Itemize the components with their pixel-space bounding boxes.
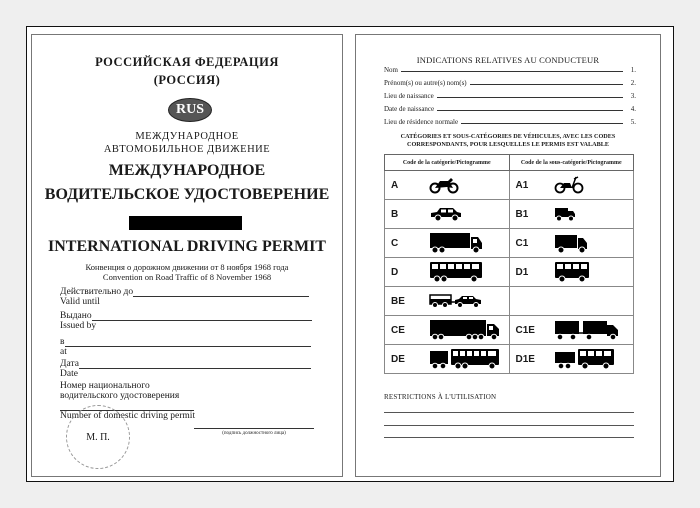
issued-at-field[interactable]: в at [60,337,312,357]
car-with-trailer-icon [429,292,483,310]
title-en: INTERNATIONAL DRIVING PERMIT [48,238,326,255]
table-row: CE C1E [385,316,634,345]
table-row: DE D1E [385,345,634,374]
vehicle-categories-table [384,154,634,374]
articulated-truck-icon [429,319,501,341]
restrictions-heading: RESTRICTIONS À L'UTILISATION [384,393,497,401]
categories-title: CATÉGORIES ET SOUS-CATÉGORIES DE VÉHICULES, AVEC LES CODES CORRESPONDANTS, POUR LESQUELLES LE PERMIS EST VALABLE [400,133,616,148]
subtitle-line2: АВТОМОБИЛЬНОЕ ДВИЖЕНИЕ [103,144,271,155]
empty-cell [509,287,634,316]
birthdate-field[interactable]: Date de naissance 4. [384,105,636,113]
light-truck-with-trailer-icon [554,319,620,341]
bus-icon [429,261,483,283]
table-row: BE [385,287,634,316]
redacted-block [129,216,242,230]
restrictions-line-3[interactable] [384,437,634,438]
truck-icon [429,232,483,254]
given-names-field[interactable]: Prénom(s) ou autre(s) nom(s) 2. [384,79,636,87]
signature-line[interactable] [194,428,314,429]
residence-field[interactable]: Lieu de résidence normale 5. [384,118,636,126]
title-ru-line2: ВОДИТЕЛЬСКОЕ УДОСТОВЕРЕНИЕ [44,186,330,203]
convention-en: Convention on Road Traffic of 8 November 1968 [102,272,272,282]
table-row: B B1 [385,200,634,229]
valid-until-field[interactable]: Действительно до Valid until [60,287,312,307]
country-short: (РОССИЯ) [153,73,221,87]
subcategory-column-header: Code de la sous-catégorie/Pictogramme [509,155,634,171]
document-frame [26,26,674,482]
minibus-with-trailer-icon [554,348,616,370]
car-icon [429,206,463,222]
light-truck-icon [554,232,588,254]
domestic-permit-number-field[interactable]: Номер национального водительского удостоверения Number of domestic driving permit [60,381,196,421]
table-row: C C1 [385,229,634,258]
date-field[interactable]: Дата Date [60,359,312,379]
driver-details-heading: INDICATIONS RELATIVES AU CONDUCTEUR [416,55,600,65]
convention-ru: Конвенция о дорожном движении от 8 ноября 1968 года [85,262,289,272]
surname-field[interactable]: Nom 1. [384,66,636,74]
signature-label: (подпись должностного лица) [222,431,286,436]
table-row: D D1 [385,258,634,287]
restrictions-line-1[interactable] [384,412,634,413]
moped-icon [554,176,584,194]
country-code-badge: RUS [168,98,212,122]
small-van-icon [554,206,576,222]
driver-details-page [355,34,661,477]
minibus-icon [554,261,590,283]
table-row: A A1 [385,171,634,200]
restrictions-line-2[interactable] [384,425,634,426]
motorcycle-icon [429,176,459,194]
issued-by-field[interactable]: Выдано Issued by [60,311,312,331]
stamp-circle: М. П. [66,405,130,469]
title-ru-line1: МЕЖДУНАРОДНОЕ [108,162,266,179]
bus-with-trailer-icon [429,348,501,370]
country-name: РОССИЙСКАЯ ФЕДЕРАЦИЯ [95,55,279,69]
category-column-header: Code de la catégorie/Pictogramme [385,155,510,171]
birthplace-field[interactable]: Lieu de naissance 3. [384,92,636,100]
subtitle-line1: МЕЖДУНАРОДНОЕ [135,131,239,142]
permit-cover-page [31,34,343,477]
